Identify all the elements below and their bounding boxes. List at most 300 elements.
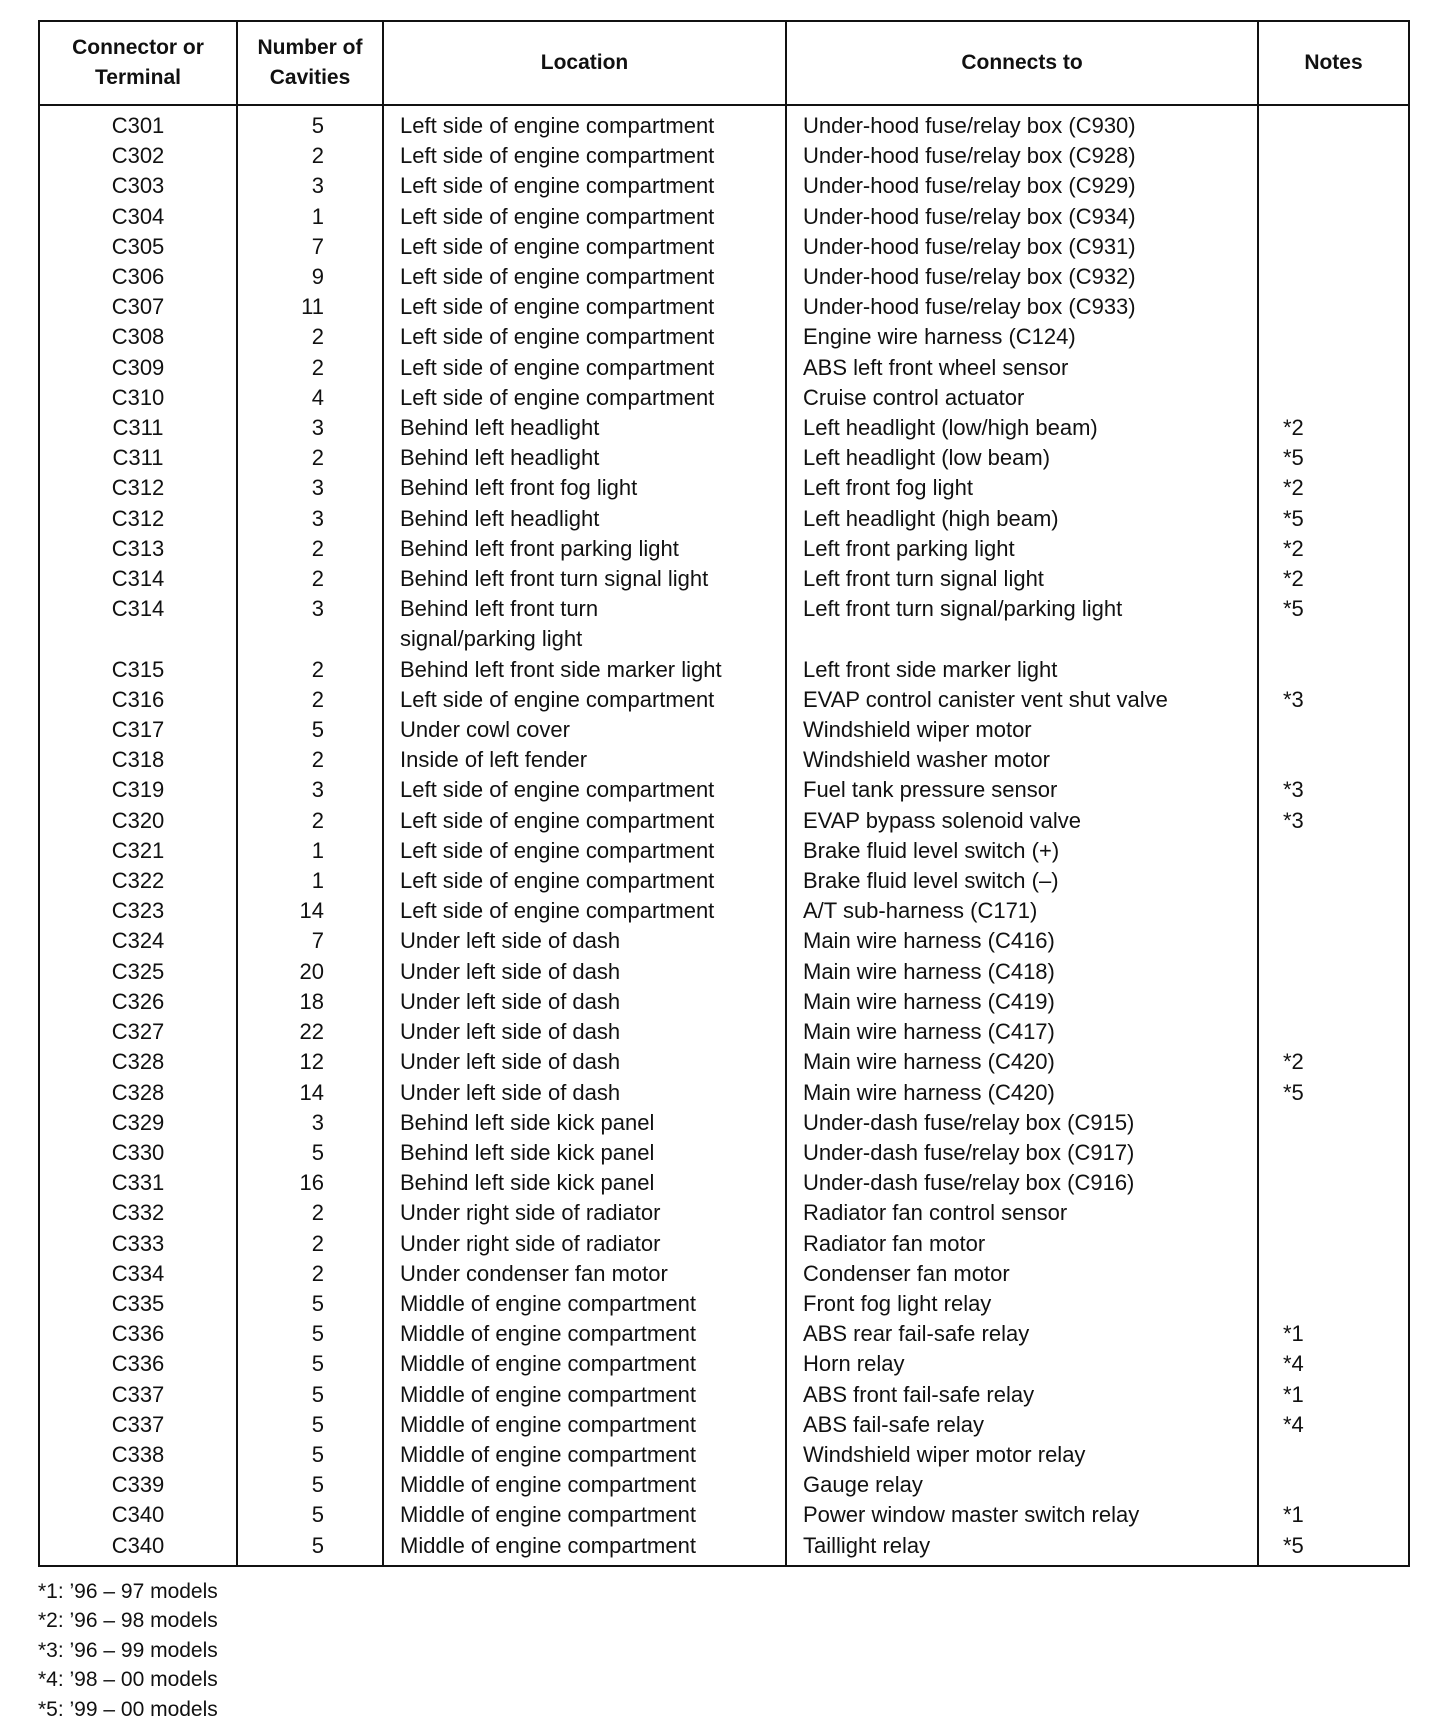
note-cell [1258, 1108, 1409, 1138]
connector-cell [39, 1168, 237, 1198]
connector-cell [39, 987, 237, 1017]
location-cell [383, 1047, 786, 1077]
note-cell [1258, 806, 1409, 836]
note-cell [1258, 685, 1409, 715]
connector-cell-text: C317 [111, 717, 165, 743]
connector-cell-text: C301 [111, 113, 165, 138]
location-cell-text: Left side of engine compartment [400, 113, 715, 138]
connector-cell-text: C338 [111, 1441, 165, 1467]
connector-cell [39, 171, 237, 201]
connects-to-cell-text: Under-hood fuse/relay box (C930) [803, 113, 1136, 138]
connects-to-cell [786, 1380, 1258, 1410]
location-cell [383, 806, 786, 836]
legend-item: *4: ’98 – 00 models [38, 1668, 218, 1692]
note-cell [1258, 926, 1409, 956]
cavities-cell-text: 5 [311, 717, 324, 743]
connector-cell-text: C337 [111, 1411, 165, 1437]
connector-cell [39, 1198, 237, 1228]
note-cell [1258, 1410, 1409, 1440]
cavities-cell-text: 3 [311, 173, 324, 199]
note-cell [1258, 1470, 1409, 1500]
note-cell-text: *5 [1283, 445, 1304, 471]
location-cell [383, 1108, 786, 1138]
connector-cell-text: C312 [111, 505, 165, 531]
location-cell [383, 1380, 786, 1410]
table-row [39, 141, 1409, 171]
connector-cell-text: C328 [111, 1079, 165, 1105]
cavities-cell [237, 987, 383, 1017]
connector-cell-text: C336 [111, 1321, 165, 1347]
connector-cell [39, 473, 237, 503]
header-connector: Connector or Terminal [39, 21, 237, 105]
note-cell [1258, 1319, 1409, 1349]
cavities-cell-text: 4 [311, 384, 324, 410]
connector-cell [39, 504, 237, 534]
location-cell-text: Middle of engine compartment [400, 1472, 696, 1498]
cavities-cell-text: 14 [299, 898, 324, 924]
cavities-cell [237, 685, 383, 715]
table-header-row [39, 21, 1409, 105]
connector-cell-text: C335 [111, 1290, 165, 1316]
connects-to-cell-text: Under-dash fuse/relay box (C916) [803, 1170, 1135, 1196]
location-cell-text: Behind left side kick panel [400, 1139, 655, 1165]
connector-cell-text: C320 [111, 807, 165, 833]
cavities-cell-text: 14 [299, 1079, 324, 1105]
connector-cell-text: C312 [111, 475, 165, 501]
table-row [39, 1047, 1409, 1077]
location-cell-text: Middle of engine compartment [400, 1532, 696, 1558]
location-cell-text: Middle of engine compartment [400, 1351, 696, 1377]
connects-to-cell [786, 715, 1258, 745]
cavities-cell-text: 5 [311, 1502, 324, 1528]
cavities-cell [237, 1289, 383, 1319]
connects-to-cell [786, 171, 1258, 201]
connector-cell [39, 1410, 237, 1440]
connector-cell [39, 1380, 237, 1410]
location-cell [383, 1319, 786, 1349]
cavities-cell [237, 1259, 383, 1289]
table-row [39, 685, 1409, 715]
connects-to-cell-text: Horn relay [803, 1351, 905, 1377]
cavities-cell-text: 3 [311, 415, 324, 441]
cavities-cell-text: 5 [311, 1351, 324, 1377]
connects-to-cell-text: Windshield wiper motor relay [803, 1441, 1086, 1467]
location-cell-text-line2: signal/parking light [400, 626, 583, 652]
connects-to-cell-text: Front fog light relay [803, 1290, 992, 1316]
connector-cell [39, 685, 237, 715]
notes-legend [38, 1577, 1408, 1725]
location-cell [383, 1168, 786, 1198]
table-row [39, 443, 1409, 473]
table-row [39, 504, 1409, 534]
connects-to-cell-text: Under-dash fuse/relay box (C917) [803, 1139, 1135, 1165]
connects-to-cell [786, 926, 1258, 956]
note-cell-text: *5 [1283, 596, 1304, 622]
connects-to-cell [786, 1017, 1258, 1047]
table-row [39, 383, 1409, 413]
location-cell-text: Left side of engine compartment [400, 384, 715, 410]
location-cell [383, 262, 786, 292]
legend-item: *3: ’96 – 99 models [38, 1638, 218, 1662]
connects-to-cell [786, 806, 1258, 836]
location-cell [383, 1138, 786, 1168]
connects-to-cell-text: Radiator fan control sensor [803, 1200, 1068, 1226]
connects-to-cell [786, 1319, 1258, 1349]
connects-to-cell [786, 775, 1258, 805]
table-row [39, 1198, 1409, 1228]
note-cell-text: *2 [1283, 1049, 1304, 1075]
note-cell-text: *1 [1283, 1321, 1304, 1347]
note-cell-text: *5 [1283, 1079, 1304, 1105]
table-row [39, 1470, 1409, 1500]
connects-to-cell [786, 413, 1258, 443]
cavities-cell-text: 2 [311, 807, 324, 833]
connects-to-cell [786, 504, 1258, 534]
cavities-cell [237, 232, 383, 262]
note-cell [1258, 1531, 1409, 1566]
connects-to-cell-text: Cruise control actuator [803, 384, 1025, 410]
connects-to-cell-text: Left front parking light [803, 535, 1015, 561]
table-row [39, 232, 1409, 262]
table-row [39, 1440, 1409, 1470]
cavities-cell-text: 2 [311, 1200, 324, 1226]
location-cell-text: Inside of left fender [400, 747, 588, 773]
connector-cell [39, 262, 237, 292]
table-row [39, 1259, 1409, 1289]
header-cavities: Number of Cavities [237, 21, 383, 105]
location-cell [383, 594, 786, 654]
cavities-cell-text: 20 [299, 958, 324, 984]
location-cell-text: Left side of engine compartment [400, 898, 715, 924]
connects-to-cell-text: Under-hood fuse/relay box (C928) [803, 143, 1136, 169]
connector-cell-text: C339 [111, 1472, 165, 1498]
table-row [39, 1017, 1409, 1047]
connector-cell-text: C325 [111, 958, 165, 984]
location-cell [383, 1470, 786, 1500]
cavities-cell-text: 2 [311, 1230, 324, 1256]
location-cell [383, 655, 786, 685]
connector-cell [39, 232, 237, 262]
location-cell-text: Behind left front turn signal light [400, 566, 709, 592]
connector-cell [39, 1500, 237, 1530]
location-cell-text: Behind left front side marker light [400, 656, 722, 682]
connects-to-cell [786, 1047, 1258, 1077]
connector-cell-text: C340 [111, 1532, 165, 1558]
location-cell-text: Left side of engine compartment [400, 686, 715, 712]
note-cell [1258, 1078, 1409, 1108]
cavities-cell [237, 1229, 383, 1259]
table-row [39, 987, 1409, 1017]
table-row [39, 836, 1409, 866]
cavities-cell-text: 1 [311, 868, 324, 894]
cavities-cell-text: 18 [299, 988, 324, 1014]
connector-cell [39, 775, 237, 805]
connector-cell-text: C304 [111, 203, 165, 229]
cavities-cell [237, 1531, 383, 1566]
table-row [39, 715, 1409, 745]
table-row [39, 292, 1409, 322]
connector-cell-text: C306 [111, 264, 165, 290]
connects-to-cell-text: Main wire harness (C417) [803, 1019, 1055, 1045]
note-cell [1258, 105, 1409, 141]
table-row [39, 202, 1409, 232]
cavities-cell [237, 715, 383, 745]
cavities-cell [237, 383, 383, 413]
header-notes: Notes [1258, 21, 1409, 105]
connector-cell [39, 594, 237, 654]
location-cell [383, 1410, 786, 1440]
cavities-cell [237, 1349, 383, 1379]
location-cell-text: Left side of engine compartment [400, 203, 715, 229]
note-cell [1258, 1168, 1409, 1198]
location-cell-text: Left side of engine compartment [400, 233, 715, 259]
cavities-cell-text: 9 [311, 264, 324, 290]
connector-cell [39, 564, 237, 594]
connects-to-cell [786, 655, 1258, 685]
location-cell-text: Left side of engine compartment [400, 173, 715, 199]
connects-to-cell-text: Gauge relay [803, 1472, 923, 1498]
table-row [39, 1108, 1409, 1138]
cavities-cell [237, 1319, 383, 1349]
location-cell [383, 745, 786, 775]
connector-cell [39, 896, 237, 926]
note-cell [1258, 896, 1409, 926]
cavities-cell-text: 2 [311, 445, 324, 471]
connector-cell-text: C319 [111, 777, 165, 803]
note-cell [1258, 473, 1409, 503]
table-row [39, 1500, 1409, 1530]
connects-to-cell-text: Under-hood fuse/relay box (C932) [803, 264, 1136, 290]
location-cell-text: Middle of engine compartment [400, 1441, 696, 1467]
note-cell-text: *3 [1283, 686, 1304, 712]
cavities-cell-text: 12 [299, 1049, 324, 1075]
cavities-cell-text: 5 [311, 1472, 324, 1498]
connects-to-cell-text: Brake fluid level switch (–) [803, 868, 1059, 894]
connector-cell-text: C307 [111, 294, 165, 320]
connector-cell [39, 292, 237, 322]
location-cell [383, 443, 786, 473]
connector-cell [39, 105, 237, 141]
connects-to-cell-text: Main wire harness (C420) [803, 1049, 1055, 1075]
connector-cell [39, 745, 237, 775]
note-cell [1258, 1349, 1409, 1379]
location-cell-text: Under right side of radiator [400, 1230, 661, 1256]
cavities-cell [237, 594, 383, 654]
location-cell-text: Under left side of dash [400, 1049, 621, 1075]
location-cell [383, 866, 786, 896]
table-row [39, 1229, 1409, 1259]
table-row [39, 171, 1409, 201]
location-cell-text: Left side of engine compartment [400, 807, 715, 833]
location-cell [383, 1531, 786, 1566]
location-cell [383, 534, 786, 564]
connector-cell-text: C308 [111, 324, 165, 350]
location-cell-text: Left side of engine compartment [400, 837, 715, 863]
connector-cell-text: C330 [111, 1139, 165, 1165]
note-cell-text: *2 [1283, 566, 1304, 592]
note-cell [1258, 1259, 1409, 1289]
connects-to-cell [786, 1349, 1258, 1379]
connector-cell-text: C331 [111, 1170, 165, 1196]
connector-cell [39, 1138, 237, 1168]
note-cell-text: *3 [1283, 807, 1304, 833]
location-cell [383, 1078, 786, 1108]
cavities-cell [237, 655, 383, 685]
location-cell-text: Behind left headlight [400, 505, 600, 531]
table-row [39, 105, 1409, 141]
cavities-cell-text: 7 [311, 233, 324, 259]
note-cell [1258, 1289, 1409, 1319]
note-cell [1258, 1017, 1409, 1047]
connector-cell-text: C326 [111, 988, 165, 1014]
connects-to-cell-text: Under-dash fuse/relay box (C915) [803, 1109, 1135, 1135]
cavities-cell [237, 1410, 383, 1440]
connector-cell [39, 1440, 237, 1470]
location-cell [383, 957, 786, 987]
connects-to-cell-text: Left front fog light [803, 475, 973, 501]
location-cell-text: Left side of engine compartment [400, 354, 715, 380]
connector-cell-text: C323 [111, 898, 165, 924]
connector-cell-text: C322 [111, 868, 165, 894]
cavities-cell-text: 5 [311, 1321, 324, 1347]
connector-cell [39, 1470, 237, 1500]
table-row [39, 1349, 1409, 1379]
connects-to-cell [786, 322, 1258, 352]
location-cell-text: Left side of engine compartment [400, 143, 715, 169]
table-row [39, 1531, 1409, 1566]
connects-to-cell-text: Power window master switch relay [803, 1502, 1140, 1528]
location-cell [383, 836, 786, 866]
connects-to-cell [786, 1440, 1258, 1470]
location-cell [383, 413, 786, 443]
table-row [39, 353, 1409, 383]
location-cell [383, 926, 786, 956]
note-cell [1258, 594, 1409, 654]
connects-to-cell-text: ABS rear fail-safe relay [803, 1321, 1030, 1347]
note-cell [1258, 957, 1409, 987]
legend-item: *1: ’96 – 97 models [38, 1579, 218, 1603]
location-cell [383, 715, 786, 745]
location-cell [383, 896, 786, 926]
connector-cell-text: C303 [111, 173, 165, 199]
note-cell [1258, 1138, 1409, 1168]
location-cell [383, 504, 786, 534]
table-row [39, 745, 1409, 775]
cavities-cell [237, 292, 383, 322]
location-cell-text: Middle of engine compartment [400, 1290, 696, 1316]
location-cell [383, 1500, 786, 1530]
connector-cell-text: C328 [111, 1049, 165, 1075]
connects-to-cell-text: A/T sub-harness (C171) [803, 898, 1038, 924]
cavities-cell [237, 504, 383, 534]
connects-to-cell-text: Left front turn signal/parking light [803, 596, 1123, 622]
connects-to-cell [786, 292, 1258, 322]
table-row [39, 534, 1409, 564]
connects-to-cell [786, 896, 1258, 926]
location-cell [383, 202, 786, 232]
note-cell-text: *4 [1283, 1351, 1304, 1377]
location-cell [383, 292, 786, 322]
note-cell-text: *4 [1283, 1411, 1304, 1437]
connects-to-cell-text: Under-hood fuse/relay box (C933) [803, 294, 1136, 320]
connector-cell [39, 1047, 237, 1077]
location-cell-text: Behind left front turn [400, 596, 599, 622]
connector-cell-text: C324 [111, 928, 165, 954]
connects-to-cell [786, 957, 1258, 987]
note-cell [1258, 504, 1409, 534]
connects-to-cell [786, 534, 1258, 564]
connector-cell [39, 1349, 237, 1379]
note-cell [1258, 564, 1409, 594]
connects-to-cell-text: EVAP bypass solenoid valve [803, 807, 1082, 833]
connects-to-cell-text: EVAP control canister vent shut valve [803, 686, 1168, 712]
cavities-cell-text: 5 [311, 1441, 324, 1467]
cavities-cell-text: 5 [311, 1290, 324, 1316]
cavities-cell-text: 1 [311, 203, 324, 229]
cavities-cell [237, 836, 383, 866]
connects-to-cell [786, 473, 1258, 503]
connects-to-cell [786, 1410, 1258, 1440]
cavities-cell [237, 896, 383, 926]
note-cell [1258, 1229, 1409, 1259]
connector-cell-text: C321 [111, 837, 165, 863]
connects-to-cell [786, 353, 1258, 383]
cavities-cell [237, 745, 383, 775]
connector-cell [39, 443, 237, 473]
note-cell [1258, 1198, 1409, 1228]
connects-to-cell [786, 443, 1258, 473]
connector-cell-text: C332 [111, 1200, 165, 1226]
cavities-cell [237, 1047, 383, 1077]
cavities-cell [237, 1108, 383, 1138]
cavities-cell [237, 202, 383, 232]
header-connects-to: Connects to [786, 21, 1258, 105]
cavities-cell [237, 564, 383, 594]
connects-to-cell-text: Left front side marker light [803, 656, 1058, 682]
connects-to-cell [786, 1289, 1258, 1319]
connector-cell [39, 1017, 237, 1047]
connector-table [38, 20, 1410, 1567]
note-cell-text: *3 [1283, 777, 1304, 803]
header-location: Location [383, 21, 786, 105]
connects-to-cell-text: Main wire harness (C418) [803, 958, 1055, 984]
table-row [39, 413, 1409, 443]
connector-cell-text: C337 [111, 1381, 165, 1407]
cavities-cell-text: 16 [299, 1170, 324, 1196]
connects-to-cell [786, 745, 1258, 775]
location-cell-text: Middle of engine compartment [400, 1411, 696, 1437]
note-cell [1258, 383, 1409, 413]
connector-cell [39, 1078, 237, 1108]
cavities-cell-text: 2 [311, 1260, 324, 1286]
location-cell [383, 1259, 786, 1289]
location-cell-text: Behind left side kick panel [400, 1170, 655, 1196]
cavities-cell [237, 473, 383, 503]
table-row [39, 926, 1409, 956]
cavities-cell [237, 353, 383, 383]
cavities-cell [237, 1168, 383, 1198]
note-cell-text: *1 [1283, 1502, 1304, 1528]
cavities-cell [237, 1017, 383, 1047]
note-cell [1258, 171, 1409, 201]
cavities-cell [237, 775, 383, 805]
note-cell [1258, 745, 1409, 775]
connector-cell [39, 1259, 237, 1289]
connector-cell-text: C318 [111, 747, 165, 773]
connects-to-cell [786, 262, 1258, 292]
location-cell-text: Middle of engine compartment [400, 1321, 696, 1347]
location-cell-text: Left side of engine compartment [400, 294, 715, 320]
